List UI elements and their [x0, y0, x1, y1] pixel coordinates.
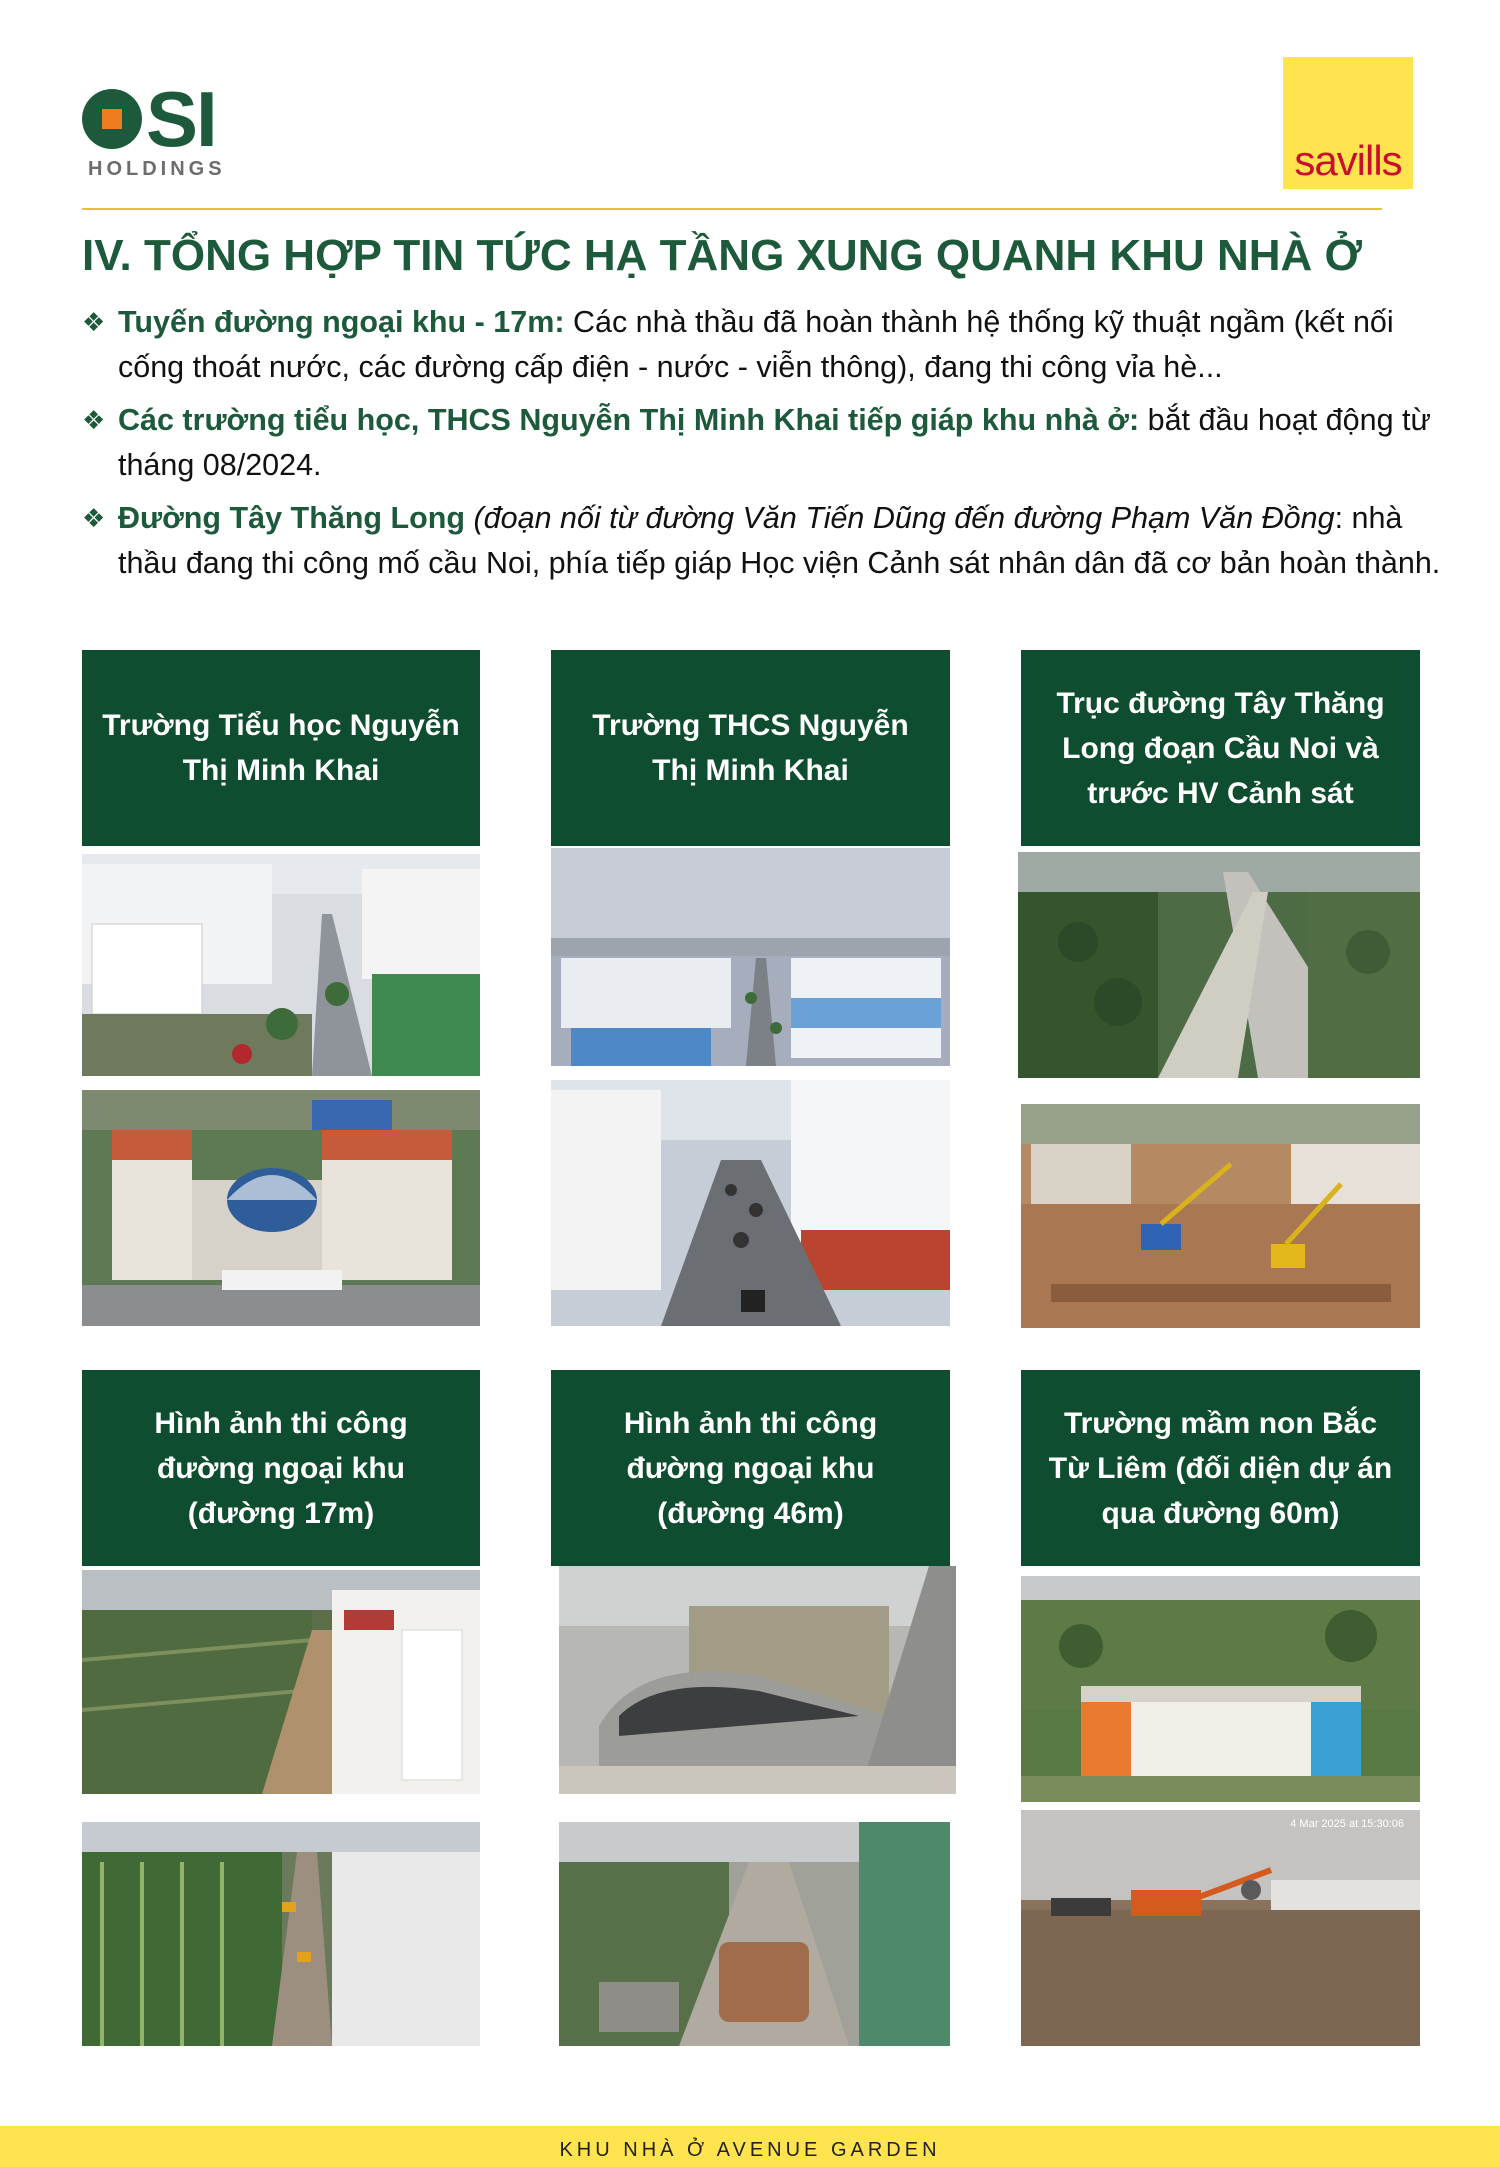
card-title-tay-thang-long-road: Trục đường Tây Thăng Long đoạn Cầu Noi và trước HV Cảnh sát	[1021, 650, 1420, 846]
photo-kindergarten-site	[1021, 1810, 1420, 2046]
card-title-kindergarten: Trường mầm non Bắc Từ Liêm (đối diện dự án qua đường 60m)	[1021, 1370, 1420, 1566]
diamond-bullet-icon: ❖	[82, 307, 106, 337]
bullet-text: bắt đầu hoạt động từ tháng 08/2024.	[118, 403, 1431, 482]
savills-logo-text: savills	[1294, 137, 1402, 184]
page-title: IV. TỔNG HỢP TIN TỨC HẠ TẦNG XUNG QUANH KHU NHÀ Ở	[82, 231, 1363, 280]
savills-logo	[1283, 57, 1413, 189]
osi-logo-subtitle: HOLDINGS	[88, 158, 226, 180]
footer-text: KHU NHÀ Ở AVENUE GARDEN	[559, 2139, 941, 2161]
card-title-secondary-school: Trường THCS Nguyễn Thị Minh Khai	[551, 650, 950, 846]
diamond-bullet-icon: ❖	[82, 405, 106, 435]
photo-cau-noi-construction	[1021, 1104, 1420, 1328]
bullet-item	[82, 496, 1462, 586]
card-title-primary-school: Trường Tiểu học Nguyễn Thị Minh Khai	[82, 650, 480, 846]
bullet-heading: Các trường tiểu học, THCS Nguyễn Thị Minh Khai tiếp giáp khu nhà ở:	[118, 403, 1140, 437]
bullet-item	[82, 398, 1462, 488]
footer-bar	[0, 2126, 1500, 2167]
osi-logo-text: SI	[146, 75, 216, 163]
photo-secondary-school-street	[551, 1080, 950, 1326]
card-title-17m-road: Hình ảnh thi công đường ngoại khu (đường 17m)	[82, 1370, 480, 1566]
photo-46m-road-aerial	[559, 1566, 956, 1794]
bullet-heading: Đường Tây Thăng Long	[118, 501, 466, 535]
photo-secondary-school-aerial	[551, 848, 950, 1066]
photo-tay-thang-long-road-aerial	[1018, 852, 1420, 1078]
photo-17m-road-aerial	[82, 1570, 480, 1794]
header-divider	[82, 208, 1382, 210]
photo-timestamp: 4 Mar 2025 at 15:30:06	[1290, 1818, 1404, 1830]
card-title-46m-road: Hình ảnh thi công đường ngoại khu (đường 46m)	[551, 1370, 950, 1566]
photo-primary-school-aerial	[82, 1090, 480, 1326]
photo-17m-road-construction	[82, 1822, 480, 2046]
diamond-bullet-icon: ❖	[82, 503, 106, 533]
bullet-text: : nhà thầu đang thi công mố cầu Noi, phía tiếp giáp Học viện Cảnh sát nhân dân đã cơ bản hoàn thành.	[118, 501, 1441, 580]
bullet-italic: (đoạn nối từ đường Văn Tiến Dũng đến đường Phạm Văn Đồng	[465, 501, 1335, 535]
bullet-text: Các nhà thầu đã hoàn thành hệ thống kỹ thuật ngầm (kết nối cống thoát nước, các đường cấp điện - nước - viễn thông), đang thi công vỉa hè...	[118, 305, 1394, 384]
bullet-heading: Tuyến đường ngoại khu - 17m:	[118, 305, 565, 339]
osi-logo-mark-icon	[82, 89, 142, 149]
photo-primary-school-street	[82, 854, 480, 1076]
photo-kindergarten-aerial	[1021, 1576, 1420, 1802]
news-bullet-list	[82, 300, 1462, 594]
photo-46m-road-construction	[559, 1822, 950, 2046]
osi-holdings-logo	[82, 75, 282, 186]
bullet-item	[82, 300, 1462, 390]
